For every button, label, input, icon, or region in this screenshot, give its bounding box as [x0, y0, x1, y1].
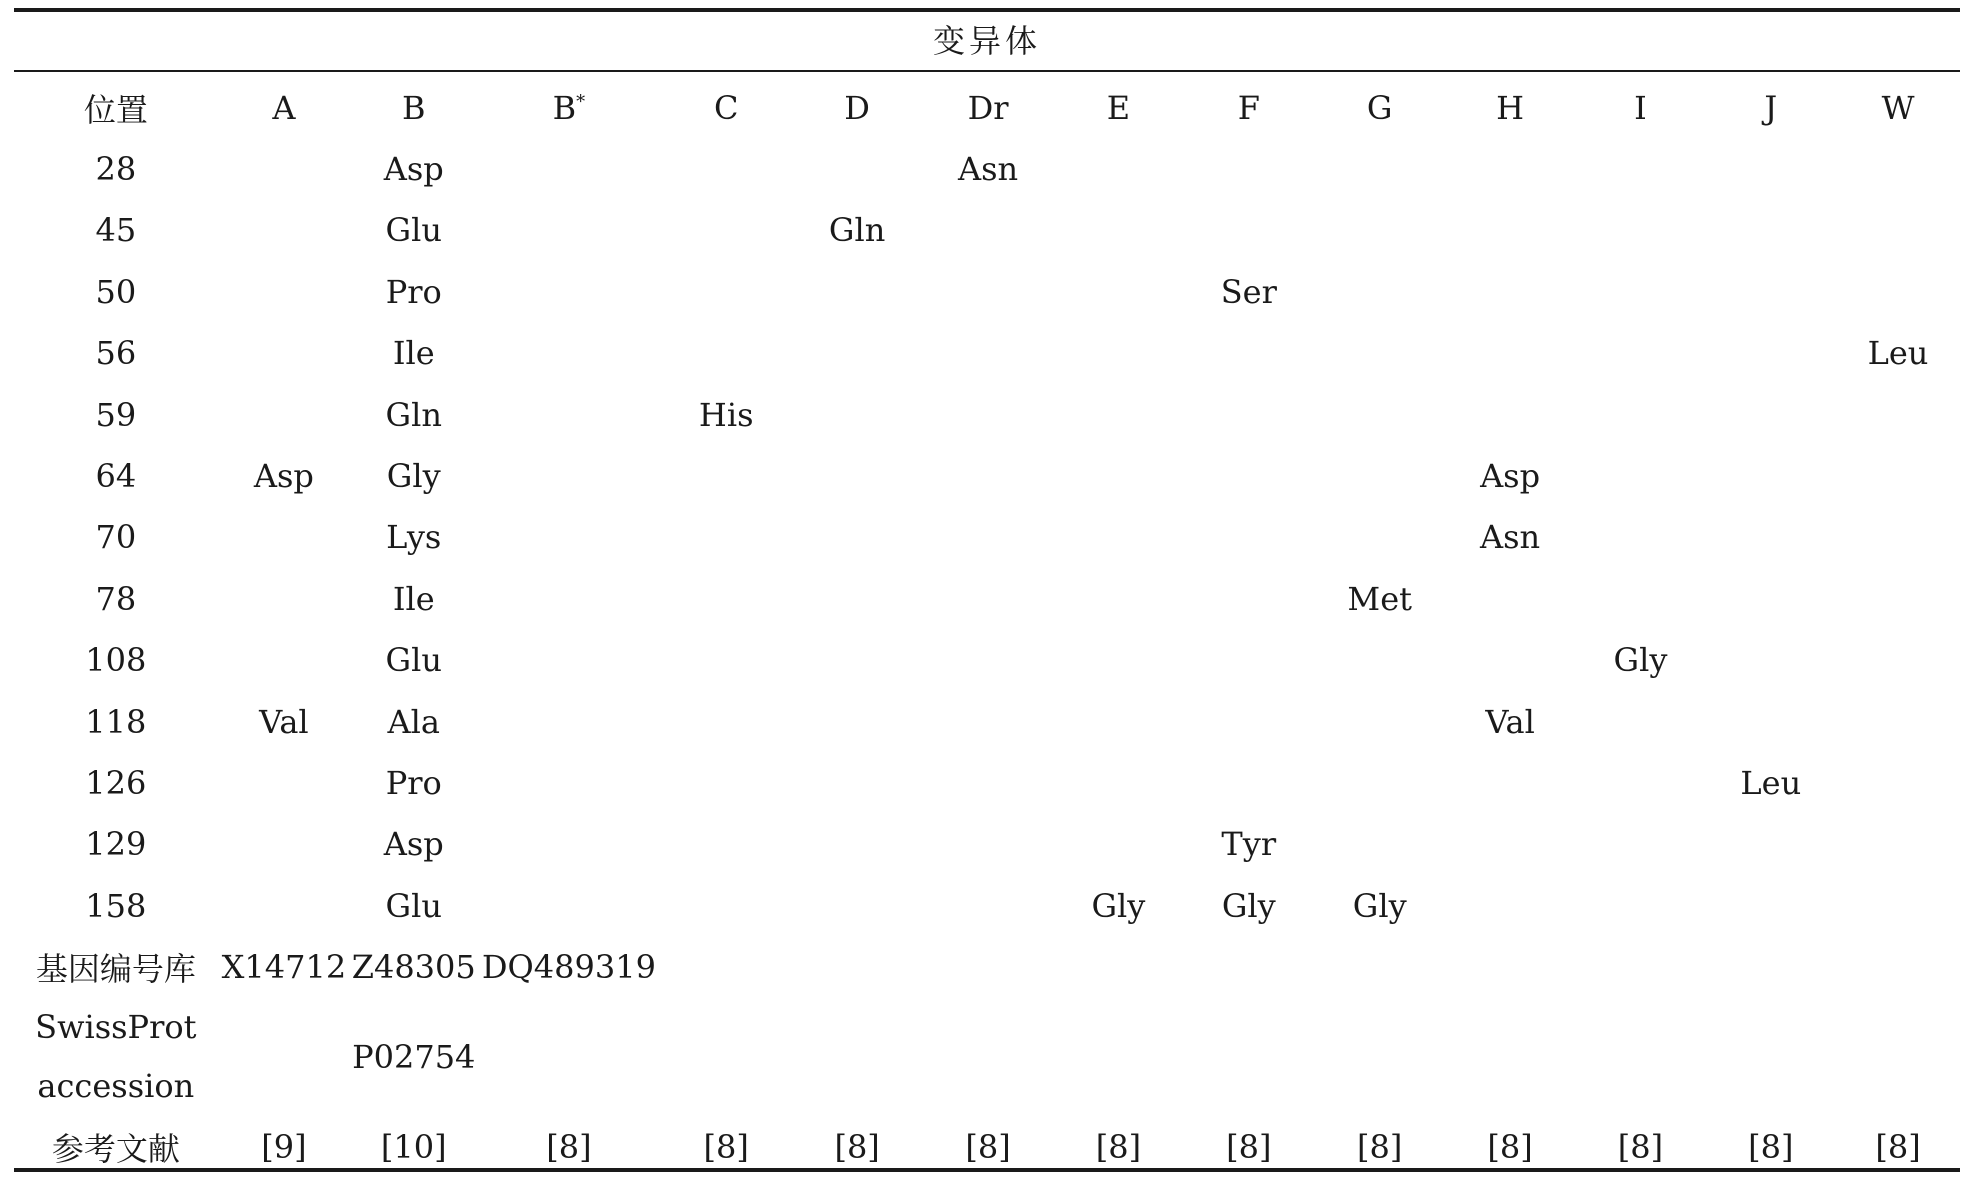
- residue-cell: [1054, 568, 1183, 629]
- bottom-rule: [14, 1168, 1960, 1172]
- genbank-accession: [1445, 936, 1575, 997]
- residue-cell: [1445, 200, 1575, 261]
- position-cell: 59: [95, 395, 137, 434]
- variant-header-b-star: [477, 77, 660, 138]
- table-caption: 变异体: [932, 22, 1041, 60]
- top-rule: [14, 8, 1960, 12]
- genbank-accession: Z48305: [351, 948, 476, 987]
- residue-cell: Gly: [386, 457, 441, 496]
- residue-cell: [218, 752, 351, 813]
- data-grid: [14, 77, 1960, 1177]
- residue-cell: [1706, 445, 1836, 506]
- position-cell: 126: [85, 763, 147, 802]
- variant-header: W: [1881, 88, 1915, 127]
- table-row: [14, 691, 1960, 752]
- residue-cell: [1836, 261, 1960, 322]
- swissprot-label: [14, 998, 218, 1116]
- residue-cell: Glu: [385, 211, 442, 250]
- residue-cell: [1445, 814, 1575, 875]
- swissprot-accession: [792, 998, 922, 1116]
- swissprot-accession: [1575, 998, 1705, 1116]
- superscript-asterisk: *: [576, 91, 586, 113]
- residue-cell: [1706, 200, 1836, 261]
- table-row: [14, 875, 1960, 936]
- swissprot-label-line1: SwissProt: [35, 1007, 197, 1046]
- table-row: [14, 138, 1960, 199]
- swissprot-row: [14, 998, 1960, 1116]
- variant-header: C: [713, 88, 739, 127]
- residue-cell: [1183, 630, 1314, 691]
- residue-cell: [1836, 568, 1960, 629]
- residue-cell: [1183, 568, 1314, 629]
- residue-cell: Asp: [1480, 457, 1541, 496]
- position-cell: 45: [95, 211, 137, 250]
- residue-cell: [660, 875, 791, 936]
- residue-cell: Met: [1347, 579, 1412, 618]
- residue-cell: [218, 323, 351, 384]
- residue-cell: [1315, 261, 1445, 322]
- genbank-accession: X14712: [221, 948, 347, 987]
- variant-header: F: [1237, 88, 1260, 127]
- residue-cell: [477, 752, 660, 813]
- genbank-accession: [1706, 936, 1836, 997]
- residue-cell: [922, 875, 1053, 936]
- residue-cell: [792, 507, 922, 568]
- residue-cell: [218, 261, 351, 322]
- residue-cell: Gly: [1613, 641, 1668, 680]
- position-cell: 78: [95, 579, 137, 618]
- genbank-accession: DQ489319: [481, 948, 656, 987]
- residue-cell: [792, 630, 922, 691]
- residue-cell: [792, 261, 922, 322]
- position-cell: 108: [85, 641, 147, 680]
- residue-cell: [792, 752, 922, 813]
- swissprot-accession: [1445, 998, 1575, 1116]
- residue-cell: [1706, 875, 1836, 936]
- residue-cell: [1054, 384, 1183, 445]
- residue-cell: [922, 323, 1053, 384]
- position-cell: 28: [95, 150, 137, 189]
- genbank-accession: [1183, 936, 1314, 997]
- table-row: [14, 752, 1960, 813]
- table-row: [14, 507, 1960, 568]
- residue-cell: [1054, 752, 1183, 813]
- position-cell: 158: [85, 886, 147, 925]
- residue-cell: [477, 323, 660, 384]
- residue-cell: [660, 630, 791, 691]
- variant-header: E: [1106, 88, 1131, 127]
- residue-cell: [1183, 138, 1314, 199]
- swissprot-accession: [1315, 998, 1445, 1116]
- residue-cell: [477, 875, 660, 936]
- residue-cell: [1575, 384, 1705, 445]
- residue-cell: [477, 691, 660, 752]
- residue-cell: [922, 261, 1053, 322]
- residue-cell: [792, 691, 922, 752]
- residue-cell: [1575, 507, 1705, 568]
- residue-cell: Ile: [392, 334, 435, 373]
- position-cell: 118: [85, 702, 147, 741]
- residue-cell: [477, 814, 660, 875]
- residue-cell: [1183, 507, 1314, 568]
- residue-cell: [218, 814, 351, 875]
- table-row: [14, 445, 1960, 506]
- residue-cell: [1706, 323, 1836, 384]
- variant-header: Dr: [967, 88, 1009, 127]
- variant-header: I: [1634, 88, 1647, 127]
- position-cell: 64: [95, 457, 137, 496]
- position-cell: 129: [85, 825, 147, 864]
- residue-cell: [1315, 691, 1445, 752]
- residue-cell: [218, 630, 351, 691]
- reference-cell: [8]: [1748, 1127, 1794, 1166]
- position-cell: 50: [95, 272, 137, 311]
- table-row: [14, 384, 1960, 445]
- residue-cell: [660, 323, 791, 384]
- residue-cell: [477, 445, 660, 506]
- reference-cell: [8]: [834, 1127, 880, 1166]
- residue-cell: [477, 507, 660, 568]
- reference-cell: [8]: [703, 1127, 749, 1166]
- residue-cell: [1706, 568, 1836, 629]
- residue-cell: [1315, 507, 1445, 568]
- residue-cell: [1445, 752, 1575, 813]
- residue-cell: [922, 752, 1053, 813]
- variant-header: B: [401, 88, 426, 127]
- residue-cell: [792, 814, 922, 875]
- residue-cell: [792, 138, 922, 199]
- residue-cell: Ser: [1220, 272, 1277, 311]
- genbank-label: 基因编号库: [35, 950, 196, 989]
- residue-cell: [218, 568, 351, 629]
- swissprot-accession: [660, 998, 791, 1116]
- position-cell: 56: [95, 334, 137, 373]
- genbank-row: [14, 936, 1960, 997]
- residue-cell: [1706, 507, 1836, 568]
- residue-cell: [218, 138, 351, 199]
- residue-cell: [660, 752, 791, 813]
- genbank-accession: [922, 936, 1053, 997]
- residue-cell: [922, 384, 1053, 445]
- residue-cell: [1575, 323, 1705, 384]
- reference-cell: [9]: [261, 1127, 307, 1166]
- residue-cell: [1315, 200, 1445, 261]
- residue-cell: [1575, 752, 1705, 813]
- residue-cell: Pro: [385, 272, 442, 311]
- swissprot-accession: [1836, 998, 1960, 1116]
- residue-cell: [477, 630, 660, 691]
- genbank-accession: [1054, 936, 1183, 997]
- residue-cell: [1054, 814, 1183, 875]
- residue-cell: [1183, 384, 1314, 445]
- residue-cell: [1836, 691, 1960, 752]
- residue-cell: [1575, 445, 1705, 506]
- header-rule: [14, 70, 1960, 72]
- table-row: [14, 200, 1960, 261]
- residue-cell: [922, 445, 1053, 506]
- residue-cell: Asp: [253, 457, 314, 496]
- residue-cell: Leu: [1740, 763, 1802, 802]
- table-row: [14, 814, 1960, 875]
- position-header: 位置: [83, 90, 148, 129]
- residue-cell: [1836, 630, 1960, 691]
- residue-cell: [660, 138, 791, 199]
- residue-cell: Lys: [386, 518, 442, 557]
- residue-cell: [792, 568, 922, 629]
- residue-cell: [660, 200, 791, 261]
- genbank-accession: [1836, 936, 1960, 997]
- residue-cell: [1315, 814, 1445, 875]
- residue-cell: Asp: [383, 825, 444, 864]
- residue-cell: [1054, 445, 1183, 506]
- swissprot-label-line2: accession: [37, 1066, 195, 1105]
- residue-cell: [660, 568, 791, 629]
- residue-cell: Ile: [392, 579, 435, 618]
- residue-cell: [1836, 384, 1960, 445]
- residue-cell: Gly: [1091, 886, 1146, 925]
- swissprot-accession: [1706, 998, 1836, 1116]
- residue-cell: Val: [1485, 702, 1535, 741]
- residue-cell: [477, 384, 660, 445]
- reference-cell: [8]: [546, 1127, 592, 1166]
- swissprot-accession: [477, 998, 660, 1116]
- residue-cell: Tyr: [1221, 825, 1277, 864]
- residue-cell: [1445, 261, 1575, 322]
- residue-cell: [922, 814, 1053, 875]
- reference-cell: [8]: [1226, 1127, 1272, 1166]
- residue-cell: Gly: [1221, 886, 1276, 925]
- variant-header-label: B: [552, 88, 577, 127]
- residue-cell: [1315, 384, 1445, 445]
- residue-cell: [1706, 630, 1836, 691]
- residue-cell: [1706, 261, 1836, 322]
- genbank-accession: [1315, 936, 1445, 997]
- residue-cell: [1183, 691, 1314, 752]
- residue-cell: [1836, 445, 1960, 506]
- residue-cell: Leu: [1867, 334, 1929, 373]
- residue-cell: [792, 875, 922, 936]
- residue-cell: [1054, 691, 1183, 752]
- residue-cell: [1575, 138, 1705, 199]
- genbank-accession: [660, 936, 791, 997]
- residue-cell: [922, 691, 1053, 752]
- residue-cell: Glu: [385, 886, 442, 925]
- residue-cell: [1575, 200, 1705, 261]
- residue-cell: [1315, 445, 1445, 506]
- residue-cell: [1054, 200, 1183, 261]
- table-row: [14, 630, 1960, 691]
- reference-cell: [8]: [1095, 1127, 1142, 1166]
- residue-cell: [660, 814, 791, 875]
- residue-cell: [1445, 384, 1575, 445]
- reference-cell: [10]: [380, 1127, 447, 1166]
- genbank-accession: [792, 936, 922, 997]
- residue-cell: Ala: [387, 702, 440, 741]
- residue-cell: [1836, 200, 1960, 261]
- residue-cell: [1836, 138, 1960, 199]
- residue-cell: [477, 138, 660, 199]
- swissprot-accession: P02754: [352, 1037, 476, 1076]
- residue-cell: [1315, 752, 1445, 813]
- residue-cell: Gln: [828, 211, 886, 250]
- reference-cell: [8]: [1487, 1127, 1533, 1166]
- residue-cell: [1054, 630, 1183, 691]
- residue-cell: [1836, 752, 1960, 813]
- residue-cell: [218, 507, 351, 568]
- residue-cell: [1445, 630, 1575, 691]
- reference-cell: [8]: [1357, 1127, 1403, 1166]
- residue-cell: Glu: [385, 641, 442, 680]
- variant-header: G: [1366, 88, 1393, 127]
- residue-cell: [660, 445, 791, 506]
- residue-cell: [1836, 814, 1960, 875]
- variant-header: A: [272, 88, 296, 127]
- residue-cell: [1054, 323, 1183, 384]
- table-row: [14, 261, 1960, 322]
- residue-cell: [922, 507, 1053, 568]
- residue-cell: [1575, 568, 1705, 629]
- header-row: [14, 77, 1960, 138]
- residue-cell: [922, 630, 1053, 691]
- residue-cell: [218, 875, 351, 936]
- position-cell: 70: [95, 518, 137, 557]
- variant-header: D: [844, 88, 870, 127]
- variant-table: [14, 0, 1960, 1179]
- residue-cell: [218, 200, 351, 261]
- residue-cell: [1575, 691, 1705, 752]
- swissprot-accession: [1054, 998, 1183, 1116]
- variant-header: J: [1764, 88, 1778, 127]
- reference-cell: [8]: [1875, 1127, 1921, 1166]
- residue-cell: Asn: [1480, 518, 1541, 557]
- residue-cell: Asn: [957, 150, 1019, 189]
- residue-cell: [1575, 814, 1705, 875]
- residue-cell: Asp: [383, 150, 444, 189]
- residue-cell: [1836, 875, 1960, 936]
- table-row: [14, 323, 1960, 384]
- residue-cell: His: [698, 395, 754, 434]
- residue-cell: Gly: [1352, 886, 1407, 925]
- swissprot-accession: [218, 998, 351, 1116]
- table-row: [14, 568, 1960, 629]
- residue-cell: [477, 200, 660, 261]
- residue-cell: [477, 261, 660, 322]
- residue-cell: [1183, 323, 1314, 384]
- residue-cell: [1183, 200, 1314, 261]
- residue-cell: [1575, 261, 1705, 322]
- residue-cell: [1183, 752, 1314, 813]
- residue-cell: [1706, 138, 1836, 199]
- residue-cell: [660, 261, 791, 322]
- residue-cell: [1054, 261, 1183, 322]
- variant-header: H: [1496, 88, 1525, 127]
- residue-cell: [660, 507, 791, 568]
- residue-cell: [1836, 507, 1960, 568]
- references-label: 参考文献: [51, 1129, 180, 1168]
- residue-cell: [1575, 875, 1705, 936]
- residue-cell: [792, 445, 922, 506]
- residue-cell: [792, 384, 922, 445]
- residue-cell: Pro: [385, 763, 442, 802]
- genbank-accession: [1575, 936, 1705, 997]
- residue-cell: [1445, 323, 1575, 384]
- residue-cell: [660, 691, 791, 752]
- residue-cell: [1315, 630, 1445, 691]
- residue-cell: Val: [259, 702, 309, 741]
- residue-cell: [922, 200, 1053, 261]
- swissprot-accession: [922, 998, 1053, 1116]
- residue-cell: [1445, 138, 1575, 199]
- swissprot-accession: [1183, 998, 1314, 1116]
- residue-cell: [1445, 568, 1575, 629]
- residue-cell: [1706, 814, 1836, 875]
- reference-cell: [8]: [965, 1127, 1011, 1166]
- reference-cell: [8]: [1617, 1127, 1664, 1166]
- residue-cell: [792, 323, 922, 384]
- residue-cell: [1706, 384, 1836, 445]
- residue-cell: [1054, 507, 1183, 568]
- residue-cell: Gln: [385, 395, 442, 434]
- residue-cell: [1183, 445, 1314, 506]
- residue-cell: [1706, 691, 1836, 752]
- residue-cell: [1445, 875, 1575, 936]
- residue-cell: [922, 568, 1053, 629]
- residue-cell: [1315, 138, 1445, 199]
- residue-cell: [1054, 138, 1183, 199]
- residue-cell: [1315, 323, 1445, 384]
- residue-cell: [218, 384, 351, 445]
- residue-cell: [477, 568, 660, 629]
